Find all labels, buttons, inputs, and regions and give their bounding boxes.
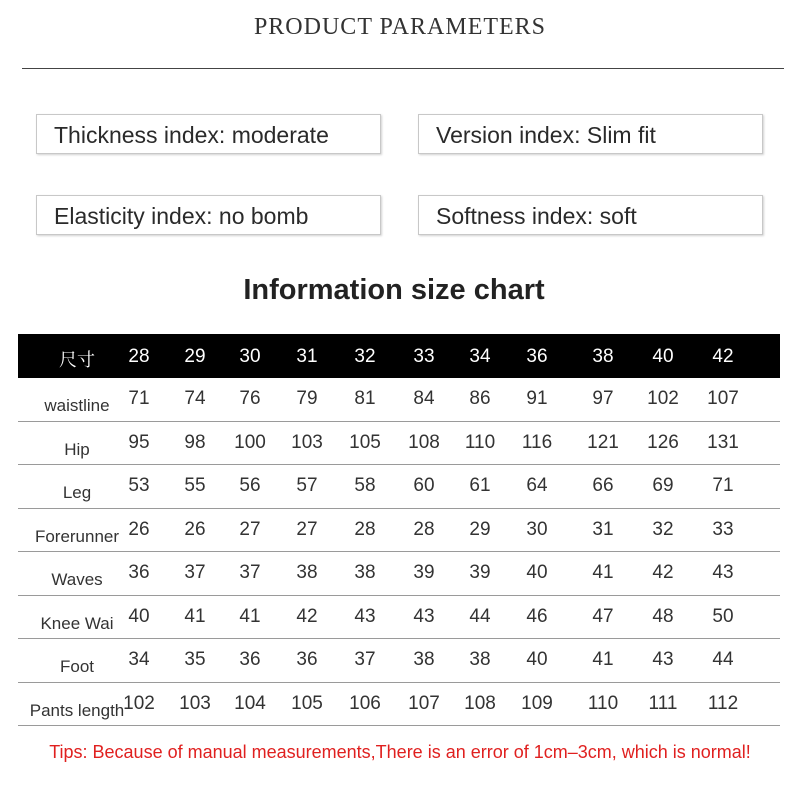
table-cell: 35: [184, 649, 206, 670]
table-cell: 34: [128, 649, 150, 670]
table-cell: 37: [354, 649, 376, 670]
table-cell: 95: [128, 431, 150, 453]
table-cell: 66: [592, 475, 614, 496]
table-row: [18, 596, 780, 640]
table-cell: 39: [413, 562, 435, 583]
table-cell: 64: [526, 475, 548, 496]
size-header-cell: 34: [469, 346, 491, 367]
table-cell: 57: [296, 475, 318, 496]
size-header-cell: 42: [712, 346, 734, 367]
row-label: waistline: [44, 396, 110, 415]
table-cell: 56: [239, 475, 261, 496]
table-row: [18, 465, 780, 509]
table-cell: 116: [521, 431, 553, 453]
table-cell: 106: [349, 692, 381, 714]
size-header-cell: 33: [413, 346, 435, 367]
table-row: [18, 552, 780, 596]
table-cell: 32: [652, 518, 674, 540]
table-cell: 43: [652, 649, 674, 670]
table-cell: 111: [648, 692, 678, 714]
table-cell: 27: [296, 518, 318, 540]
table-cell: 58: [354, 475, 376, 496]
table-cell: 46: [526, 605, 548, 627]
table-cell: 37: [239, 562, 261, 583]
table-cell: 36: [128, 562, 150, 583]
table-cell: 110: [464, 431, 496, 453]
table-cell: 42: [296, 605, 318, 627]
size-header-cell: 40: [652, 346, 674, 367]
table-cell: 36: [296, 649, 318, 670]
table-cell: 112: [707, 692, 739, 714]
row-label: Waves: [51, 570, 103, 589]
table-cell: 41: [592, 649, 614, 670]
table-cell: 81: [354, 388, 376, 409]
table-cell: 103: [291, 431, 323, 453]
table-cell: 100: [234, 431, 266, 453]
size-table: [18, 334, 780, 726]
table-cell: 76: [239, 388, 261, 409]
row-label: Forerunner: [34, 526, 120, 546]
size-header-cell: 31: [296, 346, 318, 367]
header-divider: [22, 68, 784, 69]
table-cell: 121: [587, 431, 619, 453]
table-cell: 40: [526, 649, 548, 670]
table-cell: 102: [647, 388, 679, 409]
table-cell: 91: [526, 388, 548, 409]
param-version: Version index: Slim fit: [418, 114, 763, 154]
table-cell: 40: [128, 605, 150, 627]
size-header-label: 尺寸: [59, 350, 95, 370]
param-softness: Softness index: soft: [418, 195, 763, 235]
table-row: [18, 683, 780, 727]
table-cell: 31: [592, 518, 614, 540]
size-chart-title: Information size chart: [243, 274, 545, 306]
table-cell: 61: [469, 475, 491, 496]
row-label: Pants length: [29, 700, 125, 720]
table-cell: 97: [592, 388, 614, 409]
table-row: [18, 639, 780, 683]
table-cell: 102: [123, 692, 155, 714]
table-cell: 41: [592, 562, 614, 583]
table-cell: 107: [408, 692, 440, 714]
row-label: Hip: [64, 439, 90, 459]
table-cell: 38: [413, 649, 435, 670]
table-cell: 104: [234, 692, 266, 714]
table-cell: 107: [707, 388, 739, 409]
table-cell: 86: [469, 388, 491, 409]
page-header-title: PRODUCT PARAMETERS: [253, 14, 547, 40]
size-header-cell: 36: [526, 346, 548, 367]
table-cell: 48: [652, 605, 674, 627]
table-cell: 131: [707, 431, 739, 453]
tips-note: Tips: Because of manual measurements,There is an error of 1cm–3cm, which is normal!: [49, 742, 751, 762]
table-cell: 36: [239, 649, 261, 670]
param-thickness: Thickness index: moderate: [36, 114, 381, 154]
table-cell: 38: [354, 562, 376, 583]
table-cell: 41: [239, 605, 261, 627]
table-cell: 43: [413, 605, 435, 627]
table-cell: 43: [712, 562, 734, 583]
table-cell: 60: [413, 475, 435, 496]
table-cell: 105: [291, 692, 323, 714]
table-cell: 105: [349, 431, 381, 453]
table-cell: 41: [184, 605, 206, 627]
table-cell: 38: [469, 649, 491, 670]
table-cell: 28: [354, 518, 376, 540]
table-cell: 27: [239, 518, 261, 540]
table-cell: 28: [413, 518, 435, 540]
size-table-header-row: [18, 334, 780, 378]
size-header-cell: 32: [354, 346, 376, 367]
table-cell: 37: [184, 562, 206, 583]
param-elasticity: Elasticity index: no bomb: [36, 195, 381, 235]
table-cell: 84: [413, 388, 435, 409]
size-header-cell: 29: [184, 346, 206, 367]
size-header-cell: 38: [592, 346, 614, 367]
table-cell: 47: [592, 605, 614, 627]
table-cell: 30: [526, 518, 548, 540]
table-cell: 29: [469, 518, 491, 540]
table-cell: 39: [469, 562, 491, 583]
table-cell: 126: [647, 431, 679, 453]
table-cell: 53: [128, 475, 150, 496]
table-cell: 98: [184, 431, 206, 453]
table-row: [18, 509, 780, 553]
table-cell: 71: [712, 475, 734, 496]
table-cell: 42: [652, 562, 674, 583]
table-cell: 69: [652, 475, 674, 496]
table-cell: 71: [128, 388, 150, 409]
size-header-cell: 30: [239, 346, 261, 367]
size-header-cell: 28: [128, 346, 150, 367]
table-cell: 44: [469, 605, 491, 627]
row-label: Foot: [59, 657, 95, 676]
table-cell: 33: [712, 518, 734, 540]
table-cell: 40: [526, 562, 548, 583]
table-cell: 38: [296, 562, 318, 583]
table-cell: 55: [184, 475, 206, 496]
table-cell: 109: [521, 692, 553, 714]
table-cell: 26: [128, 518, 150, 540]
table-cell: 108: [464, 692, 496, 714]
row-label: Knee Wai: [40, 613, 114, 633]
table-cell: 79: [296, 388, 318, 409]
table-cell: 110: [587, 692, 619, 714]
table-cell: 74: [184, 388, 206, 409]
table-cell: 103: [179, 692, 211, 714]
table-row: [18, 378, 780, 422]
table-cell: 26: [184, 518, 206, 540]
table-cell: 44: [712, 649, 734, 670]
table-cell: 50: [712, 605, 734, 627]
table-row: [18, 422, 780, 466]
table-cell: 43: [354, 605, 376, 627]
row-label: Leg: [62, 483, 92, 502]
table-cell: 108: [408, 431, 440, 453]
